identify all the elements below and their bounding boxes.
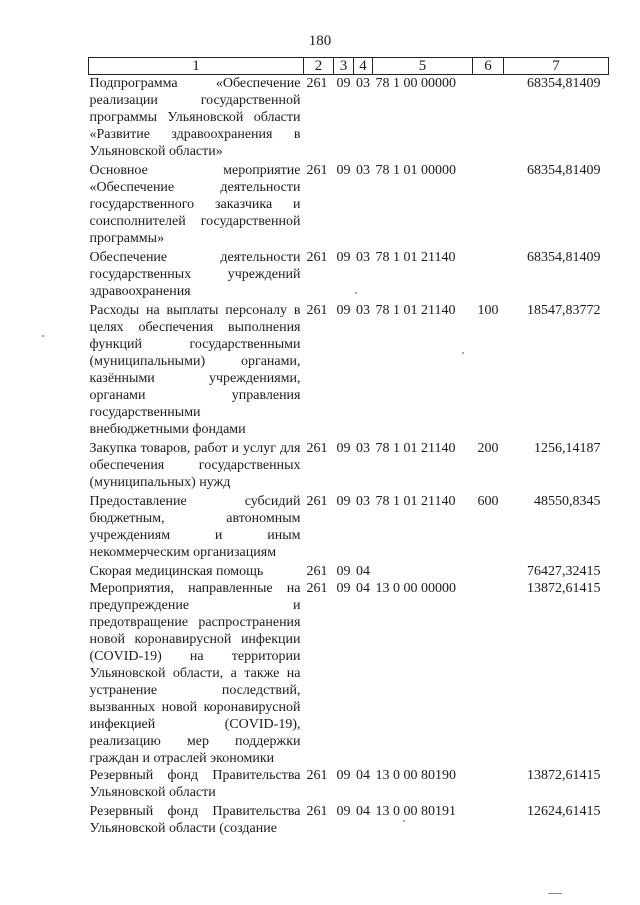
- row-code-target: 78 1 01 00000: [375, 163, 456, 178]
- row-name: Мероприятия, направленные на предупреждение и предотвращение распространения новой коронавирусной инфекции (COVID-19) на территории Ульяновской области, а также на устранение последствий, вызванных новой коронавирусной инфекцией (COVID-19), реализацию мер поддержки граждан и отраслей экономики: [89, 581, 301, 766]
- table-row: [89, 162, 609, 249]
- row-code-section: 09: [336, 250, 351, 265]
- page-number: 180: [308, 33, 332, 49]
- row-code-section: 09: [336, 768, 351, 783]
- row-code-subsection: 03: [356, 163, 370, 178]
- row-code-ministry: 261: [306, 494, 328, 509]
- scan-speck: [548, 893, 562, 894]
- scan-speck: [355, 292, 357, 294]
- row-code-target: 13 0 00 80190: [375, 768, 456, 783]
- row-amount: 68354,81409: [527, 250, 601, 265]
- budget-table: [88, 57, 609, 837]
- row-amount: 68354,81409: [527, 76, 601, 91]
- row-name: Основное мероприятие «Обеспечение деятельности государственного заказчика и соисполнителей государственной программы»: [89, 163, 301, 246]
- row-code-subsection: 03: [356, 303, 370, 318]
- row-code-expense-type: [473, 803, 504, 837]
- row-code-ministry: 261: [306, 441, 328, 456]
- row-code-target: 78 1 00 00000: [375, 76, 456, 91]
- row-code-expense-type: [473, 563, 504, 580]
- row-amount: 13872,61415: [527, 581, 601, 596]
- scan-speck: [462, 352, 464, 354]
- row-code-subsection: 04: [356, 564, 370, 579]
- table-row: [89, 563, 609, 580]
- row-name: Предоставление субсидий бюджетным, автономным учреждениям и иным некоммерческим организациям: [89, 494, 301, 560]
- scan-speck: [42, 335, 44, 337]
- row-code-section: 09: [336, 494, 351, 509]
- row-code-expense-type: 200: [477, 441, 499, 456]
- row-code-ministry: 261: [306, 303, 328, 318]
- row-code-subsection: 03: [356, 76, 370, 91]
- row-code-ministry: 261: [306, 76, 328, 91]
- header-col-7: 7: [504, 58, 609, 75]
- row-code-subsection: 04: [356, 768, 370, 783]
- row-code-section: 09: [336, 581, 351, 596]
- row-code-subsection: 04: [356, 804, 370, 819]
- row-code-target: 78 1 01 21140: [375, 441, 456, 456]
- row-code-section: 09: [336, 441, 351, 456]
- row-code-section: 09: [336, 804, 351, 819]
- row-amount: 76427,32415: [527, 564, 601, 579]
- row-name: Скорая медицинская помощь: [89, 564, 264, 579]
- row-code-target: 78 1 01 21140: [375, 303, 456, 318]
- row-code-ministry: 261: [306, 250, 328, 265]
- row-name: Закупка товаров, работ и услуг для обеспечения государственных (муниципальных) нужд: [89, 441, 301, 490]
- row-code-subsection: 04: [356, 581, 370, 596]
- row-code-target: 13 0 00 80191: [375, 804, 456, 819]
- row-code-subsection: 03: [356, 250, 370, 265]
- table-row: [89, 249, 609, 302]
- header-col-4: 4: [354, 58, 373, 75]
- row-code-subsection: 03: [356, 494, 370, 509]
- header-col-2: 2: [304, 58, 334, 75]
- table-row: [89, 580, 609, 767]
- row-amount: 68354,81409: [527, 163, 601, 178]
- row-code-target: 13 0 00 00000: [375, 581, 456, 596]
- row-code-ministry: 261: [306, 564, 328, 579]
- row-code-ministry: 261: [306, 804, 328, 819]
- row-code-section: 09: [336, 76, 351, 91]
- row-code-expense-type: [473, 767, 504, 803]
- table-row: [89, 493, 609, 563]
- row-code-target: 78 1 01 21140: [375, 494, 456, 509]
- table-row: [89, 767, 609, 803]
- table-row: [89, 803, 609, 837]
- row-amount: 12624,61415: [527, 804, 601, 819]
- row-code-ministry: 261: [306, 163, 328, 178]
- row-code-ministry: 261: [306, 581, 328, 596]
- row-code-subsection: 03: [356, 441, 370, 456]
- row-code-target: 78 1 01 21140: [375, 250, 456, 265]
- header-col-3: 3: [334, 58, 354, 75]
- row-code-expense-type: [473, 75, 504, 163]
- row-name: Обеспечение деятельности государственных учреждений здравоохранения: [89, 250, 301, 299]
- row-name: Резервный фонд Правительства Ульяновской области: [89, 768, 301, 800]
- row-code-section: 09: [336, 163, 351, 178]
- table-row: [89, 75, 609, 163]
- scan-speck: [403, 820, 405, 822]
- row-code-expense-type: [473, 249, 504, 302]
- table-row: [89, 302, 609, 440]
- row-name: Резервный фонд Правительства Ульяновской области (создание: [89, 804, 301, 836]
- header-col-5: 5: [373, 58, 473, 75]
- table-header-row: [89, 58, 609, 75]
- row-code-expense-type: 600: [477, 494, 499, 509]
- row-code-expense-type: [473, 162, 504, 249]
- row-amount: 13872,61415: [527, 768, 601, 783]
- row-amount: 48550,8345: [534, 494, 601, 509]
- row-name: Расходы на выплаты персоналу в целях обеспечения выполнения функций государственными (муниципальными) органами, казёнными учреждениями, органами управления государственными внебюджетными фондами: [89, 303, 301, 437]
- table-row: [89, 440, 609, 493]
- row-code-section: 09: [336, 564, 351, 579]
- header-col-1: 1: [89, 58, 304, 75]
- row-code-target: [373, 563, 473, 580]
- row-amount: 1256,14187: [534, 441, 601, 456]
- row-code-ministry: 261: [306, 768, 328, 783]
- row-code-expense-type: [473, 580, 504, 767]
- row-code-section: 09: [336, 303, 351, 318]
- header-col-6: 6: [473, 58, 504, 75]
- row-amount: 18547,83772: [527, 303, 601, 318]
- row-name: Подпрограмма «Обеспечение реализации государственной программы Ульяновской области «Развитие здравоохранения в Ульяновской области»: [89, 76, 301, 159]
- row-code-expense-type: 100: [477, 303, 499, 318]
